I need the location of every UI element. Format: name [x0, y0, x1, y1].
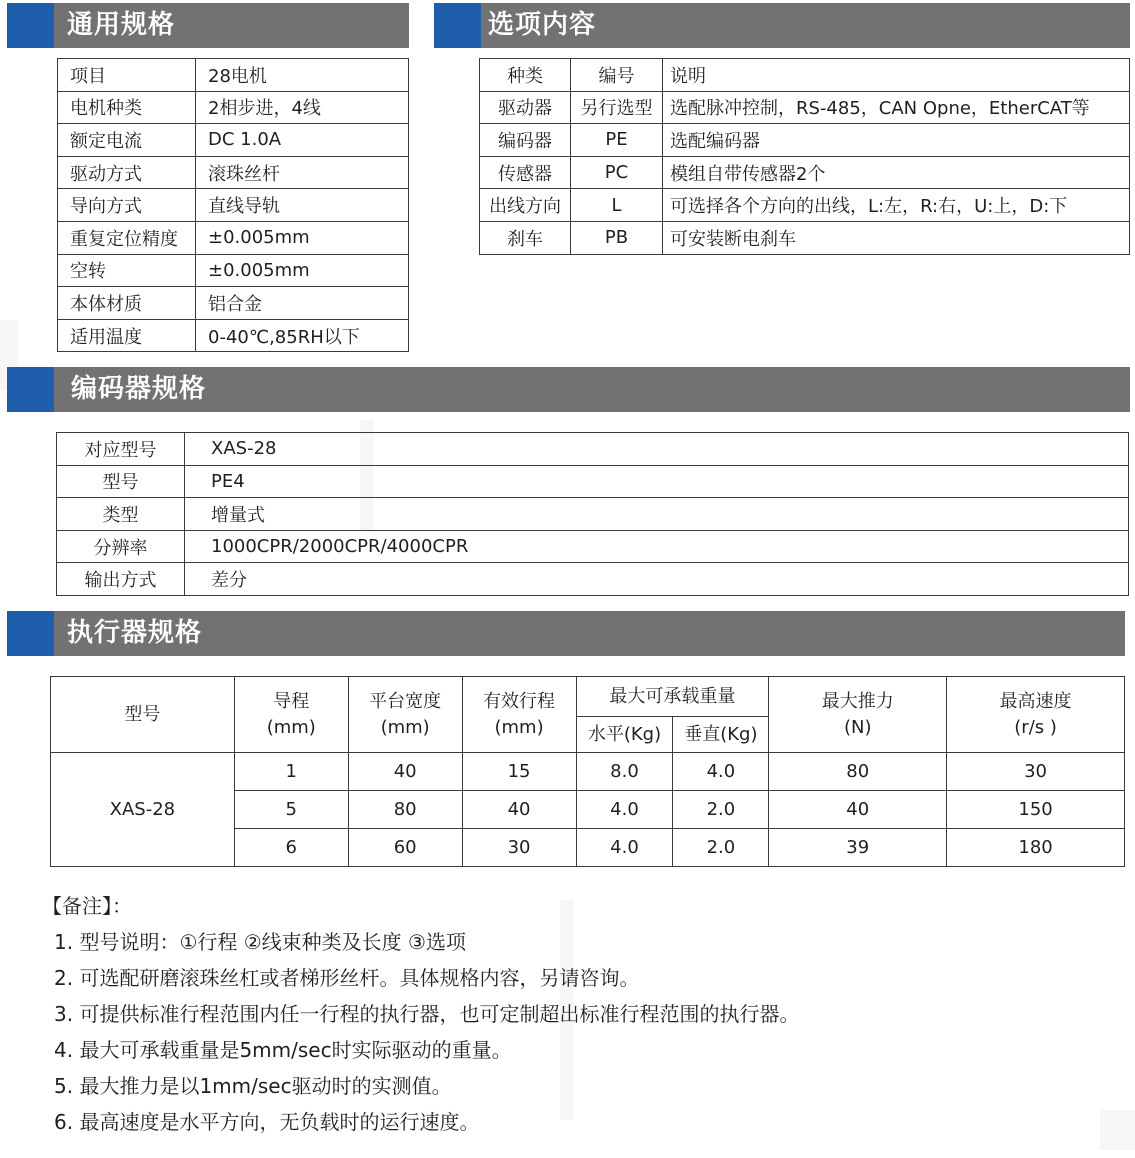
option-desc: 可选择各个方向的出线，L:左，R:右，U:上，D:下: [663, 189, 1130, 222]
header-accent: [7, 367, 54, 412]
spec-value: ±0.005mm: [196, 221, 409, 254]
spec-key: 驱动方式: [58, 156, 196, 189]
spec-key: 输出方式: [57, 563, 185, 596]
table-cell: 2.0: [673, 829, 769, 867]
table-row: [480, 221, 1130, 254]
table-header-row: [51, 677, 1125, 717]
option-type: 刹车: [480, 221, 571, 254]
spec-key: 导向方式: [58, 189, 196, 222]
spec-key: 适用温度: [58, 319, 196, 352]
spec-value: 滚珠丝杆: [196, 156, 409, 189]
spec-key: 本体材质: [58, 287, 196, 320]
column-header: 种类: [480, 59, 571, 92]
note-item: 5. 最大推力是以1mm/sec驱动时的实测值。: [54, 1074, 452, 1098]
section-title: 编码器规格: [71, 374, 207, 404]
table-header-row: [480, 59, 1130, 92]
header-label: 有效行程: [483, 690, 556, 712]
table-cell: 150: [947, 791, 1125, 829]
header-label: 导程: [273, 690, 310, 712]
table-row: [51, 753, 1125, 791]
spec-key: 项目: [58, 59, 196, 92]
table-cell: 8.0: [576, 753, 673, 791]
option-desc: 模组自带传感器2个: [663, 156, 1130, 189]
option-type: 驱动器: [480, 91, 571, 124]
spec-value: ±0.005mm: [196, 254, 409, 287]
notes-title: 【备注】：: [42, 894, 132, 918]
table-cell: 60: [348, 829, 462, 867]
table-cell: 4.0: [576, 791, 673, 829]
option-code: PB: [571, 221, 663, 254]
column-header-load-horizontal: 水平(Kg): [576, 717, 673, 753]
spec-value: XAS-28: [185, 433, 1129, 466]
column-header: 编号: [571, 59, 663, 92]
option-type: 编码器: [480, 124, 571, 157]
table-cell: 5: [234, 791, 348, 829]
table-row: [58, 254, 409, 287]
table-row: [58, 287, 409, 320]
table-cell: 6: [234, 829, 348, 867]
option-code: PE: [571, 124, 663, 157]
table-row: [58, 59, 409, 92]
header-accent: [7, 611, 54, 656]
header-unit: (mm): [380, 716, 430, 738]
table-cell: 2.0: [673, 791, 769, 829]
table-cell: 40: [462, 791, 576, 829]
column-header: 说明: [663, 59, 1130, 92]
option-code: PC: [571, 156, 663, 189]
section-title: 通用规格: [67, 10, 176, 40]
spec-key: 空转: [58, 254, 196, 287]
model-cell: XAS-28: [51, 753, 235, 867]
column-header-load-vertical: 垂直(Kg): [673, 717, 769, 753]
spec-value: 直线导轨: [196, 189, 409, 222]
section-header-options: [434, 3, 1130, 48]
spec-value: 1000CPR/2000CPR/4000CPR: [185, 530, 1129, 563]
option-code: L: [571, 189, 663, 222]
header-unit: (r/s ): [1014, 716, 1057, 738]
option-desc: 可安装断电刹车: [663, 221, 1130, 254]
section-header-encoder: [7, 367, 1130, 412]
option-type: 出线方向: [480, 189, 571, 222]
spec-value: 2相步进，4线: [196, 91, 409, 124]
table-row: [58, 91, 409, 124]
option-type: 传感器: [480, 156, 571, 189]
table-cell: 39: [769, 829, 947, 867]
spec-value: 28电机: [196, 59, 409, 92]
spec-key: 分辨率: [57, 530, 185, 563]
table-row: [58, 189, 409, 222]
table-row: [480, 189, 1130, 222]
column-header-width: [348, 677, 462, 753]
table-row: [57, 465, 1129, 498]
header-label: 平台宽度: [369, 690, 442, 712]
section-title: 执行器规格: [67, 618, 203, 648]
section-header-actuator: [7, 611, 1125, 656]
table-cell: 30: [462, 829, 576, 867]
spec-key: 重复定位精度: [58, 221, 196, 254]
header-accent: [434, 3, 481, 48]
column-header-lead: [234, 677, 348, 753]
note-item: 2. 可选配研磨滚珠丝杠或者梯形丝杆。具体规格内容，另请咨询。: [54, 966, 640, 990]
general-spec-table: [57, 58, 409, 352]
column-header-model: [51, 677, 235, 753]
table-cell: 1: [234, 753, 348, 791]
option-code: 另行选型: [571, 91, 663, 124]
spec-value: 铝合金: [196, 287, 409, 320]
spec-value: 0-40℃,85RH以下: [196, 319, 409, 352]
table-cell: 15: [462, 753, 576, 791]
spec-value: DC 1.0A: [196, 124, 409, 157]
column-header-load: [576, 677, 769, 717]
table-row: [480, 91, 1130, 124]
notes-section: [42, 888, 799, 1140]
header-label: 型号: [124, 703, 161, 725]
options-table: [479, 58, 1130, 255]
table-row: [57, 433, 1129, 466]
header-unit: (N): [843, 716, 872, 738]
header-label: 最高速度: [999, 690, 1072, 712]
header-unit: (mm): [266, 716, 316, 738]
note-item: 1. 型号说明：①行程 ②线束种类及长度 ③选项: [54, 930, 466, 954]
header-label: 最大推力: [821, 690, 894, 712]
section-header-general: [7, 3, 409, 48]
spec-value: 增量式: [185, 498, 1129, 531]
table-cell: 4.0: [673, 753, 769, 791]
header-unit: (mm): [494, 716, 544, 738]
table-cell: 80: [769, 753, 947, 791]
column-header-speed: [947, 677, 1125, 753]
column-header-thrust: [769, 677, 947, 753]
option-desc: 选配脉冲控制，RS-485，CAN Opne，EtherCAT等: [663, 91, 1130, 124]
spec-key: 对应型号: [57, 433, 185, 466]
encoder-spec-table: [56, 432, 1129, 596]
table-row: [57, 530, 1129, 563]
table-cell: 40: [348, 753, 462, 791]
note-item: 3. 可提供标准行程范围内任一行程的执行器，也可定制超出标准行程范围的执行器。: [54, 1002, 800, 1026]
spec-key: 类型: [57, 498, 185, 531]
note-item: 6. 最高速度是水平方向，无负载时的运行速度。: [54, 1110, 480, 1134]
table-row: [58, 221, 409, 254]
table-cell: 180: [947, 829, 1125, 867]
spec-key: 型号: [57, 465, 185, 498]
table-row: [57, 563, 1129, 596]
table-cell: 4.0: [576, 829, 673, 867]
table-row: [57, 498, 1129, 531]
table-row: [58, 319, 409, 352]
spec-key: 额定电流: [58, 124, 196, 157]
column-header-stroke: [462, 677, 576, 753]
spec-key: 电机种类: [58, 91, 196, 124]
table-row: [480, 156, 1130, 189]
table-row: [58, 156, 409, 189]
actuator-spec-table: [50, 676, 1125, 867]
table-cell: 40: [769, 791, 947, 829]
table-row: [58, 124, 409, 157]
note-item: 4. 最大可承载重量是5mm/sec时实际驱动的重量。: [54, 1038, 512, 1062]
table-cell: 80: [348, 791, 462, 829]
watermark-stripe: [1100, 1110, 1135, 1150]
section-title: 选项内容: [488, 10, 597, 40]
spec-value: 差分: [185, 563, 1129, 596]
table-row: [480, 124, 1130, 157]
header-accent: [7, 3, 54, 48]
table-cell: 30: [947, 753, 1125, 791]
header-label: 最大可承载重量: [609, 685, 736, 707]
option-desc: 选配编码器: [663, 124, 1130, 157]
spec-value: PE4: [185, 465, 1129, 498]
